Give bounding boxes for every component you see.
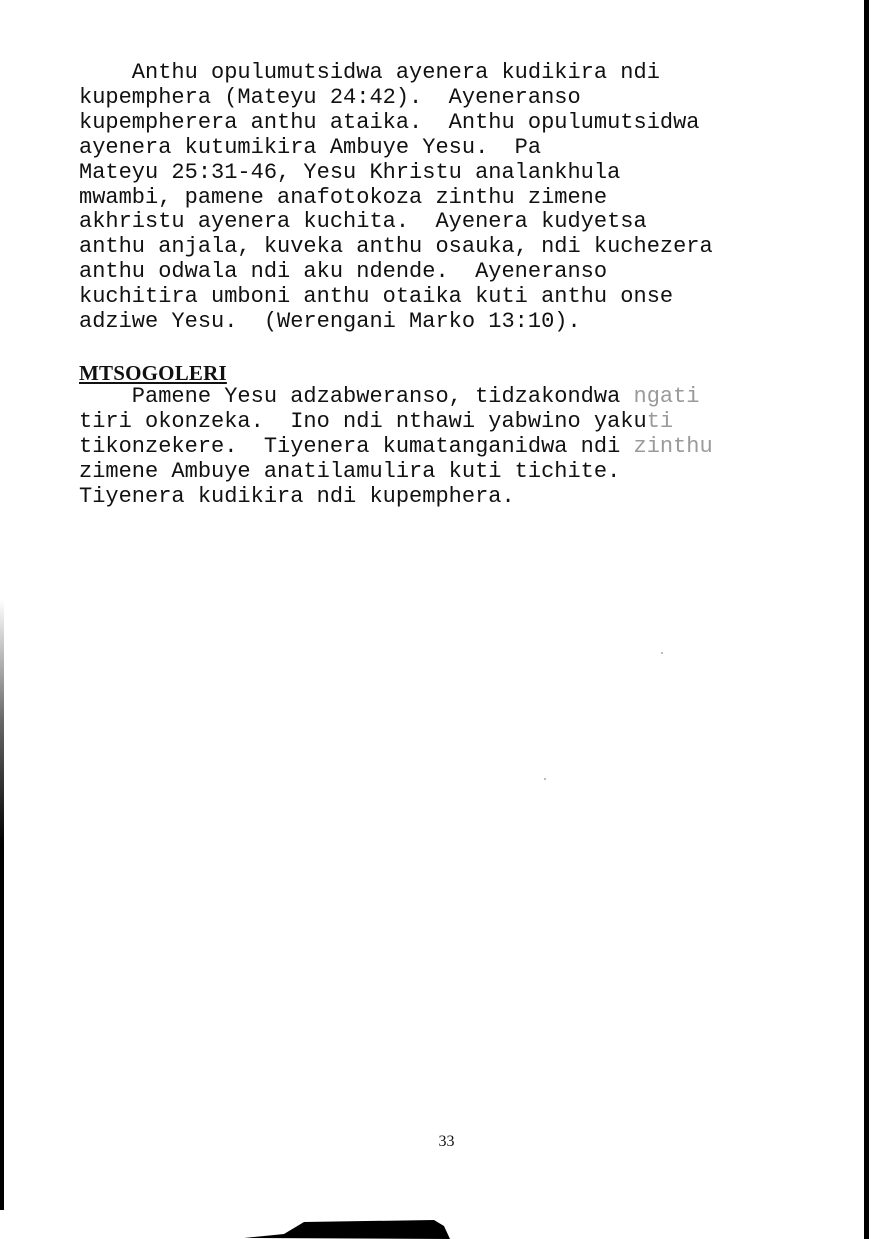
scan-edge-right bbox=[864, 0, 869, 1239]
text-line: kuchitira umboni anthu otaika kuti anthu onse bbox=[79, 284, 674, 310]
text-line: zimene Ambuye anatilamulira kuti tichite. bbox=[79, 458, 621, 484]
text-segment: Pamene Yesu adzabweranso, tidzakondwa bbox=[79, 384, 634, 409]
text-line: anthu odwala ndi aku ndende. Ayeneranso bbox=[79, 259, 608, 285]
text-line bbox=[79, 385, 839, 410]
text-segment: tiri okonzeka. Ino ndi nthawi yabwino yaku bbox=[79, 408, 647, 434]
scan-speck bbox=[544, 778, 546, 780]
text-line: ayenera kutumikira Ambuye Yesu. Pa bbox=[79, 134, 542, 160]
text-line: kupempherera anthu ataika. Anthu opulumutsidwa bbox=[79, 109, 700, 135]
text-segment: tikonzekere. Tiyenera kumatanganidwa ndi bbox=[79, 433, 634, 459]
page-number: 33 bbox=[438, 1133, 455, 1150]
text-line bbox=[79, 410, 839, 435]
scan-speck bbox=[661, 652, 663, 654]
paragraph-summary bbox=[79, 385, 839, 510]
text-line: Mateyu 25:31-46, Yesu Khristu analankhula bbox=[79, 159, 621, 185]
section-heading: MTSOGOLERI bbox=[79, 361, 227, 385]
text-line: mwambi, pamene anafotokoza zinthu zimene bbox=[79, 184, 608, 210]
faded-text-segment: ti bbox=[646, 408, 674, 434]
text-line: Tiyenera kudikira ndi kupemphera. bbox=[79, 483, 515, 509]
paragraph-waiting-and-praying bbox=[79, 61, 839, 335]
text-line: akhristu ayenera kuchita. Ayenera kudyetsa bbox=[79, 209, 647, 235]
text-line bbox=[79, 435, 839, 460]
faded-text-segment: ngati bbox=[633, 384, 700, 409]
faded-text-segment: zinthu bbox=[633, 433, 713, 459]
text-line: anthu anjala, kuveka anthu osauka, ndi kuchezera bbox=[79, 234, 713, 260]
text-line: adziwe Yesu. (Werengani Marko 13:10). bbox=[79, 309, 581, 335]
text-line: kupemphera (Mateyu 24:42). Ayeneranso bbox=[79, 84, 581, 110]
scan-edge-left bbox=[0, 600, 4, 1210]
text-line: Anthu opulumutsidwa ayenera kudikira ndi bbox=[79, 60, 660, 85]
scan-artifact bbox=[244, 1216, 450, 1239]
